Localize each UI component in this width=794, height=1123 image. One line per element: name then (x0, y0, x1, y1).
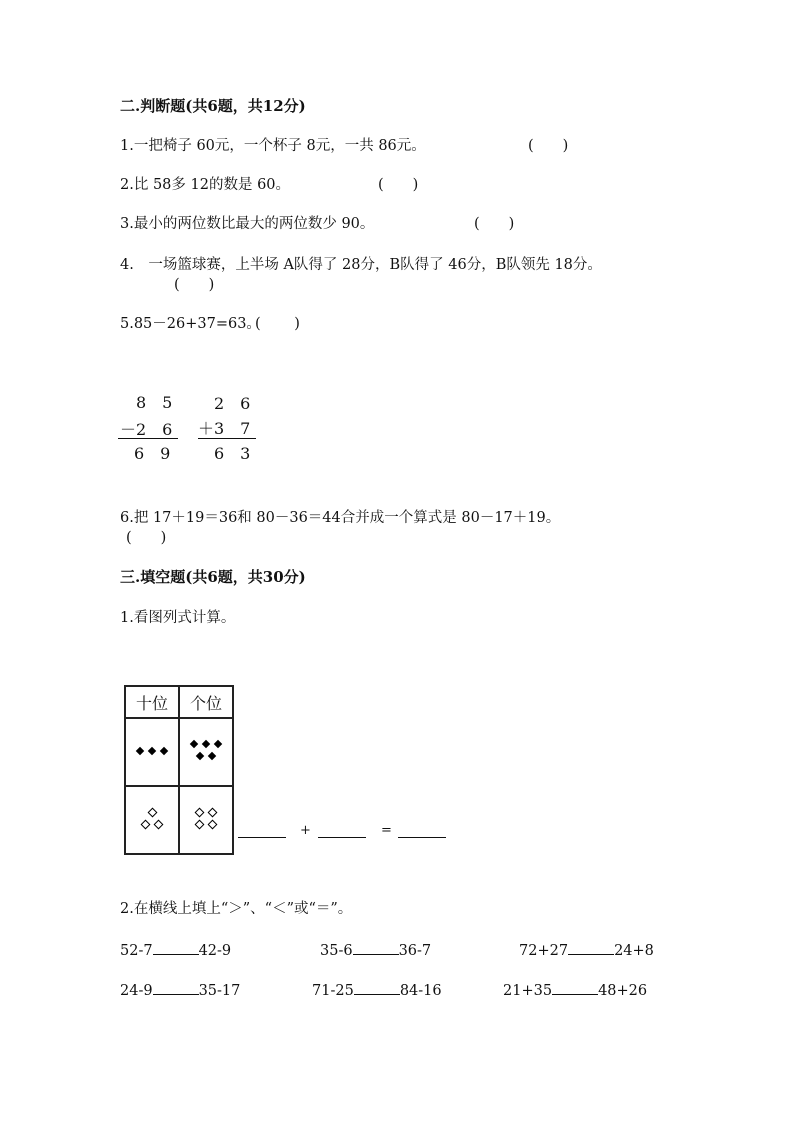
answer-paren-2-3[interactable]: ( ) (474, 216, 515, 232)
question-2-2: 2.比 58多 12的数是 60。 (120, 177, 291, 193)
calc2-bot: 6 3 (214, 444, 251, 463)
calc2-line (198, 438, 256, 439)
compare-left: 35-6 (320, 943, 353, 959)
calc1-mid: －2 6 (120, 420, 173, 439)
compare-left: 24-9 (120, 983, 153, 999)
equals-sign: = (381, 823, 392, 838)
calc1-top: 8 5 (136, 393, 173, 412)
header-ones: 个位 (179, 686, 233, 718)
blank-addend-1[interactable] (238, 837, 286, 838)
question-3-2: 2.在横线上填上“＞”、“＜”或“＝”。 (120, 901, 353, 917)
question-2-4: 4. 一场篮球赛，上半场 A队得了 28分，B队得了 46分，B队领先 18分。 (120, 257, 602, 273)
compare-left: 52-7 (120, 943, 153, 959)
tens-cell-row2 (125, 786, 179, 854)
plus-sign: + (300, 823, 311, 838)
ones-cell-row1 (179, 718, 233, 786)
blank-sum[interactable] (398, 837, 446, 838)
tens-cell-row1 (125, 718, 179, 786)
compare-right: 35-17 (198, 983, 241, 999)
compare-item-1 (120, 940, 231, 960)
compare-blank[interactable] (153, 980, 199, 995)
calc1-line (118, 438, 178, 439)
question-2-3: 3.最小的两位数比最大的两位数少 90。 (120, 216, 375, 232)
answer-paren-2-1[interactable]: ( ) (528, 138, 569, 154)
question-2-5: 5.85－26+37=63。 (120, 316, 261, 332)
compare-right: 48+26 (598, 983, 648, 999)
compare-right: 36-7 (398, 943, 432, 959)
compare-item-4 (120, 980, 240, 1000)
compare-right: 42-9 (198, 943, 232, 959)
section3-heading: 三.填空题(共6题，共30分) (120, 568, 306, 586)
compare-right: 84-16 (399, 983, 442, 999)
header-tens: 十位 (125, 686, 179, 718)
place-value-table (124, 685, 234, 855)
ones-cell-row2 (179, 786, 233, 854)
calc2-top: 2 6 (214, 394, 251, 413)
compare-blank[interactable] (153, 940, 199, 955)
compare-left: 71-25 (312, 983, 354, 999)
calc1-bot: 6 9 (134, 444, 171, 463)
answer-paren-2-5[interactable]: ( ) (255, 316, 300, 332)
ones-rings (193, 805, 219, 829)
answer-paren-2-2[interactable]: ( ) (378, 177, 419, 193)
compare-right: 24+8 (614, 943, 654, 959)
ones-dots (188, 737, 224, 761)
blank-addend-2[interactable] (318, 837, 366, 838)
compare-blank[interactable] (353, 940, 399, 955)
compare-blank[interactable] (568, 940, 614, 955)
tens-dots (134, 744, 170, 756)
answer-paren-2-6[interactable]: ( ) (126, 530, 167, 546)
section2-heading: 二.判断题(共6题，共12分) (120, 97, 306, 115)
compare-blank[interactable] (552, 980, 598, 995)
question-2-6: 6.把 17＋19＝36和 80－36＝44合并成一个算式是 80－17＋19。 (120, 510, 561, 526)
tens-rings (139, 805, 165, 829)
compare-item-2 (320, 940, 431, 960)
compare-item-3 (519, 940, 654, 960)
question-3-1: 1.看图列式计算。 (120, 610, 236, 626)
compare-item-5 (312, 980, 442, 1000)
compare-blank[interactable] (354, 980, 400, 995)
calc2-mid: ＋3 7 (198, 419, 251, 438)
compare-item-6 (503, 980, 647, 1000)
answer-paren-2-4[interactable]: ( ) (174, 277, 215, 293)
compare-left: 72+27 (519, 943, 569, 959)
compare-left: 21+35 (503, 983, 553, 999)
question-2-1: 1.一把椅子 60元，一个杯子 8元，一共 86元。 (120, 138, 426, 154)
